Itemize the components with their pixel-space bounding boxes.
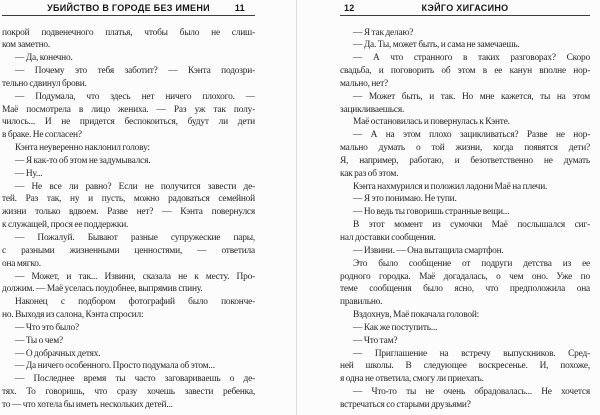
text-line: жизни только вдвоем. Разве нет? — Кэнта повернулся (2, 207, 255, 218)
text-line: — Я как-то об этом не задумывался. (15, 155, 151, 166)
text-line: с разными жизненными ценностями, — ответила (2, 245, 255, 256)
left-page-header (2, 0, 255, 16)
text-line: Наконец с подбором фотографий было поконче- (15, 297, 255, 308)
left-page-number: 11 (234, 3, 245, 13)
text-line: — Ты о чем? (15, 335, 63, 346)
text-line: ком заметно. (2, 40, 51, 51)
text-line: Вздохнув, Маё покачала головой: (353, 310, 480, 321)
text-line: встречаться со старыми друзьями? (340, 399, 471, 410)
text-line: — Что-то ты не очень обрадовалась... Не хочется (353, 387, 590, 398)
text-line: Маё остановилась и повернулась к Кэнте. (353, 117, 510, 128)
text-line: — Да ничего особенного. Просто подумала об этом... (15, 361, 215, 372)
text-line: — Что это было? (15, 322, 79, 333)
text-line: — Последнее время ты часто заговариваешь о де- (15, 374, 255, 385)
text-line: свадьба, и поговорить об этом в ее канун вполне нор- (340, 66, 590, 77)
text-line: должим. — Маё уселась поудобнее, выпрямив спину. (2, 284, 203, 295)
text-line: — Может, и так... Извини, сказала не к месту. Про- (15, 271, 255, 282)
text-line: — Как же поступить... (353, 322, 438, 333)
text-line: — А что странного в таких разговорах? Скоро (353, 53, 590, 64)
text-line: родного городка. Маё догадалась, о чем оно. Уже по (340, 271, 590, 282)
left-page (0, 0, 296, 415)
text-line: — Почему это тебя заботит? — Кэнта подозри- (15, 66, 255, 77)
text-line: как раз об этом. (340, 168, 399, 179)
text-line: — Не все ли равно? Если не получится завести де- (15, 181, 255, 192)
text-line: мально, нет? (340, 78, 388, 89)
text-line: — Подумала, что здесь нет ничего плохого. — (15, 91, 255, 102)
text-line: к служащей, прося ее поддержки. (2, 220, 129, 231)
text-line: тельно сдвинул брови. (2, 78, 87, 89)
text-line: — Извини. — Она вытащила смартфон. (353, 245, 504, 256)
right-page-header (340, 0, 590, 16)
text-line: — О добрачных детях. (15, 348, 101, 359)
text-line: в браке. Не согласен? (2, 130, 82, 141)
right-page (297, 0, 600, 415)
text-line: она мягко. (2, 258, 41, 269)
text-line: нал доставки сообщения. (340, 233, 436, 243)
right-page-body (340, 27, 590, 412)
text-line: ней школы. В следующее воскресенье. И, похоже, (340, 361, 590, 372)
text-line: тей. Раз так, ну и пусть, можно радоваться семейной (2, 194, 255, 205)
text-line: то — что хотела бы иметь нескольких детей... (2, 399, 173, 410)
text-line: Я, например, работаю, и безответственно не думать (340, 155, 590, 166)
text-line: Кэнта неуверенно наклонил голову: (15, 143, 150, 154)
text-line: покрой подвенечного платья, чтобы было не слиш- (2, 27, 255, 38)
text-line: я одна не ответила, смогу ли приехать. (340, 374, 484, 385)
text-line: но. Выходя из салона, Кэнта спросил: (2, 310, 144, 321)
text-line: теме сообщения было ясно, что предположила она (340, 284, 590, 295)
left-page-running-title: УБИЙСТВО В ГОРОДЕ БЕЗ ИМЕНИ (47, 3, 210, 13)
right-page-running-title: КЭЙГО ХИГАСИНО (421, 3, 509, 13)
text-line: правильно. (340, 297, 383, 308)
text-line: — Я это понимаю. Не тупи. (353, 194, 457, 205)
text-line: — А на этом плохо зацикливаться? Разве не нор- (353, 130, 590, 141)
text-line: — Может быть, и так. Но мне кажется, ты на этом (353, 91, 590, 102)
text-line: тях. То говоришь, что сразу хочешь завести ребенка, (2, 387, 255, 398)
text-line: Это было сообщение от подруги детства из ее (353, 258, 590, 269)
text-line: — Что там? (353, 335, 398, 346)
text-line: Кэнта нахмурился и положил ладони Маё на плечи. (353, 181, 548, 192)
text-line: — Да, конечно. (15, 53, 73, 64)
right-page-number: 12 (344, 3, 355, 13)
text-line: В этот момент из сумочки Маё послышался сиг- (353, 220, 590, 231)
text-line: — Пожалуй. Бывают разные супружеские пары, (15, 233, 255, 243)
text-line: — Но ведь ты говоришь странные вещи... (353, 207, 510, 218)
text-line: — Приглашение на встречу выпускников. Сред- (353, 348, 590, 359)
text-line: — Ну... (15, 168, 43, 179)
left-page-body (2, 27, 255, 412)
text-line: — Я так делаю? (353, 27, 414, 38)
text-line: чилось... И не придется беспокоиться, будут ли дети (2, 117, 255, 128)
text-line: зацикливаешься. (340, 104, 405, 115)
text-line: Маё посмотрела в лицо жениха. — Раз уж так полу- (2, 104, 255, 115)
text-line: мально думать о той жизни, когда появятся дети? (340, 143, 590, 154)
text-line: — Да. Ты, может быть, и сама не замечаешь. (353, 40, 520, 51)
